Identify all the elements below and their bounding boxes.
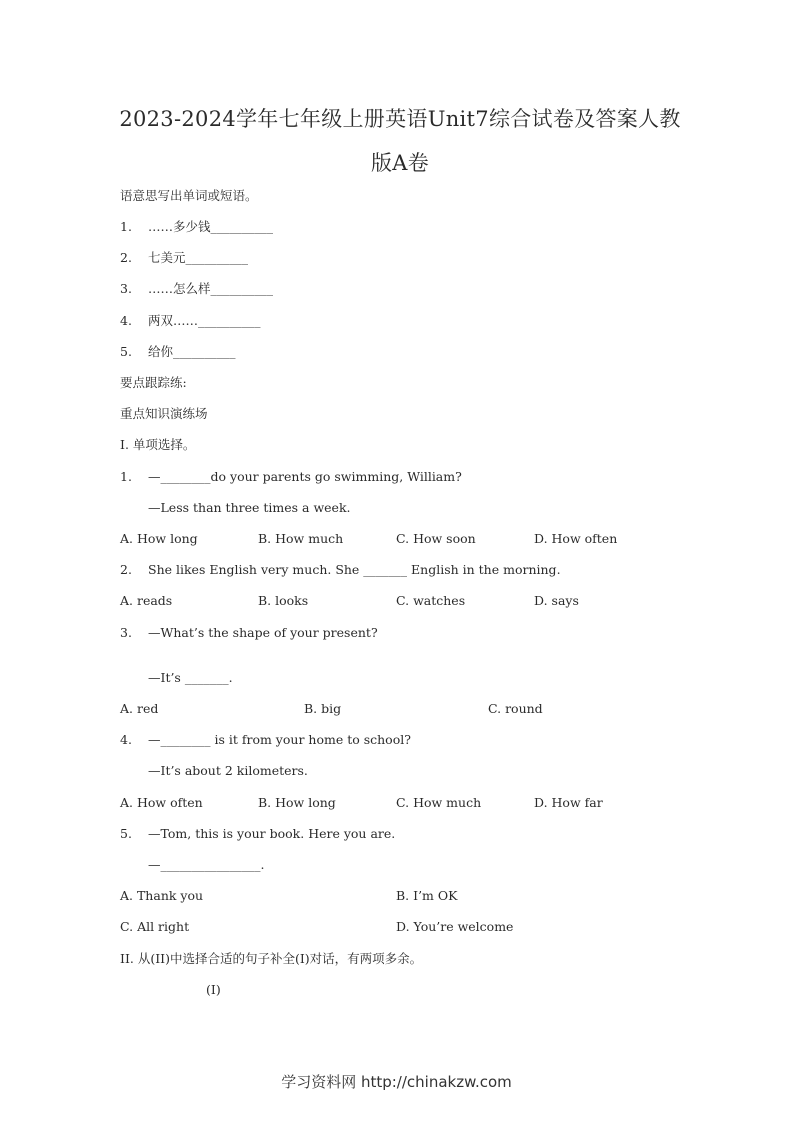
q2-option-c: C. watches bbox=[396, 593, 466, 608]
vocab-text-4: 两双……__________ bbox=[148, 313, 261, 328]
practice-heading: 重点知识演练场 bbox=[120, 406, 208, 421]
vocab-num-2: 2. bbox=[120, 250, 132, 265]
q5-line2: —________________. bbox=[148, 857, 265, 872]
q4-option-b: B. How long bbox=[258, 795, 336, 810]
q4-line2: —It’s about 2 kilometers. bbox=[148, 763, 308, 778]
q4-line1: —________ is it from your home to school? bbox=[148, 732, 411, 747]
vocab-num-5: 5. bbox=[120, 344, 132, 359]
vocab-text-1: ……多少钱__________ bbox=[148, 219, 274, 234]
vocab-text-2: 七美元__________ bbox=[148, 250, 249, 265]
doc-title-line2: 版A卷 bbox=[370, 151, 430, 175]
part2-sub: (I) bbox=[206, 982, 221, 997]
q4-option-c: C. How much bbox=[396, 795, 482, 810]
vocab-num-1: 1. bbox=[120, 219, 132, 234]
q5-num: 5. bbox=[120, 826, 132, 841]
q2-option-a: A. reads bbox=[120, 593, 173, 608]
q4-option-d: D. How far bbox=[534, 795, 603, 810]
q1-option-c: C. How soon bbox=[396, 531, 476, 546]
tracking-heading: 要点跟踪练: bbox=[120, 375, 187, 390]
q1-line1: —________do your parents go swimming, William? bbox=[148, 469, 462, 484]
vocab-text-5: 给你__________ bbox=[148, 344, 236, 359]
q5-option-d: D. You’re welcome bbox=[396, 919, 514, 934]
q4-num: 4. bbox=[120, 732, 132, 747]
q1-option-d: D. How often bbox=[534, 531, 618, 546]
part2-heading: II. 从(II)中选择合适的句子补全(I)对话，有两项多余。 bbox=[120, 951, 423, 966]
doc-title-line1: 2023-2024学年七年级上册英语Unit7综合试卷及答案人教 bbox=[119, 107, 681, 131]
q1-option-b: B. How much bbox=[258, 531, 344, 546]
vocab-num-4: 4. bbox=[120, 313, 132, 328]
q2-num: 2. bbox=[120, 562, 132, 577]
q3-option-c: C. round bbox=[488, 701, 543, 716]
vocab-num-3: 3. bbox=[120, 281, 132, 296]
q4-option-a: A. How often bbox=[120, 795, 203, 810]
q1-line2: —Less than three times a week. bbox=[148, 500, 351, 515]
q3-line2: —It’s _______. bbox=[148, 670, 233, 685]
q5-option-a: A. Thank you bbox=[120, 888, 204, 903]
footer-watermark: 学习资料网 http://chinakzw.com bbox=[281, 1073, 512, 1091]
vocab-text-3: ……怎么样__________ bbox=[148, 281, 274, 296]
q2-option-b: B. looks bbox=[258, 593, 309, 608]
section1-heading: 语意思写出单词或短语。 bbox=[120, 188, 258, 203]
q1-option-a: A. How long bbox=[120, 531, 198, 546]
q1-num: 1. bbox=[120, 469, 132, 484]
q3-option-b: B. big bbox=[304, 701, 342, 716]
q3-line1: —What’s the shape of your present? bbox=[148, 625, 378, 640]
q3-option-a: A. red bbox=[120, 701, 159, 716]
q5-option-b: B. I’m OK bbox=[396, 888, 458, 903]
q5-line1: —Tom, this is your book. Here you are. bbox=[148, 826, 396, 841]
q5-option-c: C. All right bbox=[120, 919, 190, 934]
q3-num: 3. bbox=[120, 625, 132, 640]
q2-line1: She likes English very much. She _______ English in the morning. bbox=[148, 562, 561, 577]
q2-option-d: D. says bbox=[534, 593, 579, 608]
part1-heading: I. 单项选择。 bbox=[120, 437, 196, 452]
